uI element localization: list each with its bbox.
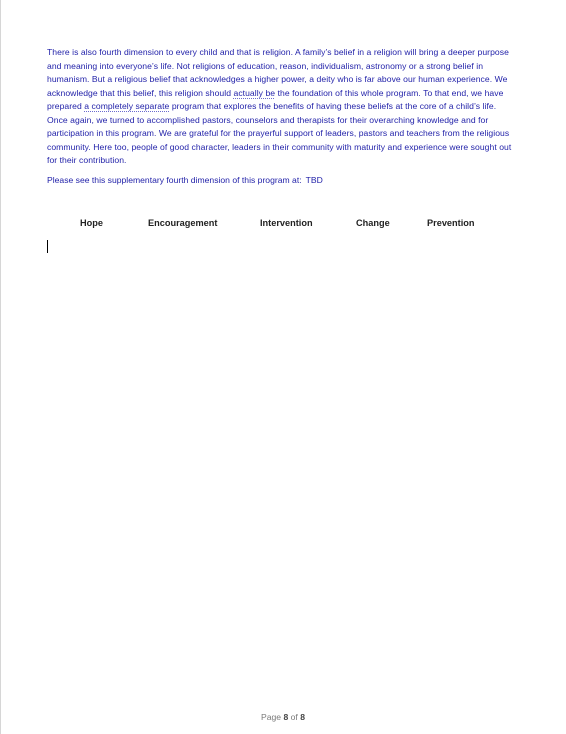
grammar-flag-completely-separate[interactable]: a completely separate	[84, 101, 170, 111]
footer-total-pages: 8	[300, 712, 305, 722]
paragraph-text-1: There is also fourth dimension to every child and that is religion. A family’s belief in a religion will bring a deeper purpose and meaning into everyone’s life. Not religions of education, reason, individualism, astronomy or a strong belief in humanism. But a religious belief that acknowledges a higher power, a deity who is far above our human experience. We acknowledge that this belief, this religion should	[47, 47, 509, 98]
supplement-line[interactable]	[47, 174, 519, 187]
page-left-edge	[0, 0, 1, 734]
nav-intervention[interactable]: Intervention	[260, 218, 313, 228]
nav-prevention[interactable]: Prevention	[427, 218, 475, 228]
document-content	[47, 46, 519, 187]
page-footer	[0, 712, 566, 722]
nav-hope[interactable]: Hope	[80, 218, 103, 228]
text-cursor	[47, 240, 48, 253]
paragraph-text-2: the foundation of this whole program. To that end, we have prepared	[47, 87, 504, 111]
grammar-flag-actually-be[interactable]: actually be	[233, 87, 276, 98]
footer-current-page: 8	[283, 712, 289, 722]
religion-paragraph[interactable]	[47, 46, 519, 168]
supplement-label: Please see this supplementary fourth dimension of this program at:	[47, 174, 302, 185]
footer-of-word: of	[290, 712, 298, 722]
supplement-value: TBD	[305, 174, 323, 185]
footer-page-word: Page	[261, 712, 282, 722]
paragraph-text-3: program that explores the benefits of having these beliefs at the core of a child’s life. Once again, we turned to accomplished pastors, counselors and therapists for their overarching knowledge and for participation in this program. We are grateful for the prayerful support of leaders, pastors and teachers from the religious community. Here too, people of good character, leaders in their community with maturity and experience were sought out for their contribution.	[47, 101, 512, 165]
nav-change[interactable]: Change	[356, 218, 390, 228]
section-nav-row	[0, 218, 566, 232]
nav-encouragement[interactable]: Encouragement	[148, 218, 218, 228]
